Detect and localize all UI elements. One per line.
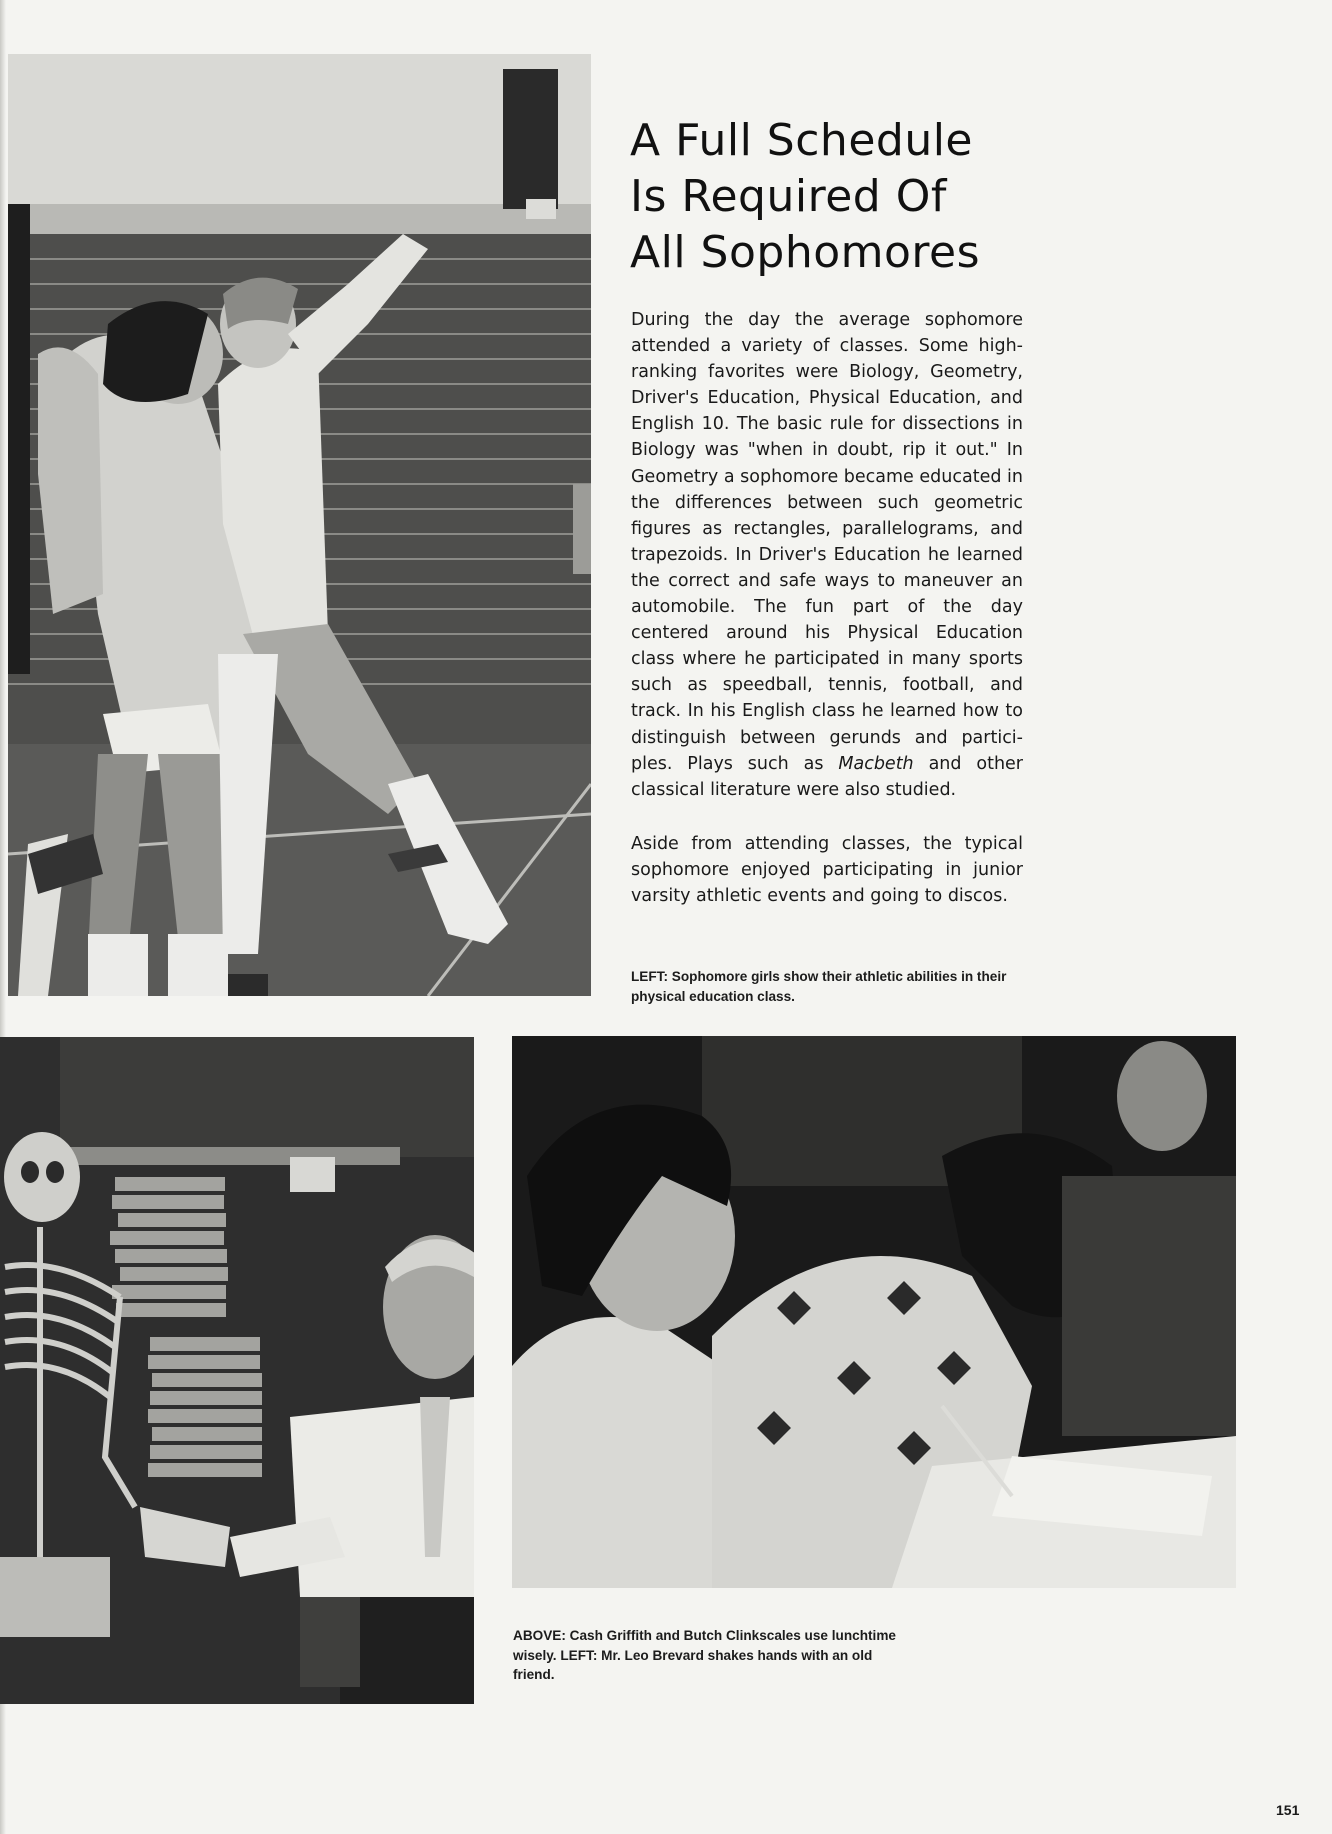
photo-sophomore-girls-gym xyxy=(8,54,591,996)
headline-line: A Full Schedule xyxy=(630,115,973,166)
page-number: 151 xyxy=(1276,1802,1300,1818)
body-text-run: and other classical literature were also studied. xyxy=(631,753,1023,800)
play-title-macbeth: Macbeth xyxy=(838,753,914,774)
article-headline xyxy=(630,113,1050,281)
headline-line: Is Required Of xyxy=(630,171,947,222)
body-text-run: During the day the average sophomore attended a variety of classes. Some high-ranking favorites were Biology, Geometry, Driver's Education, Physical Education, and English 10. The basic rule for dissections in Biology was "when in doubt, rip it out." In Geometry a sophomore became educated in the differences between such geometric figures as rectangles, parallelograms, and trapezoids. In Driver's Education he learned the correct and safe ways to maneuver an automobile. The fun part of the day centered around his Physical Education class where he participated in many sports such as speedball, tennis, football, and track. In his English class he learned how to distinguish between gerunds and partici-ples. Plays such as xyxy=(631,310,1023,774)
caption-sophomore-girls: LEFT: Sophomore girls show their athletic abilities in their physical education class. xyxy=(631,969,1007,1004)
article-body xyxy=(631,307,1023,937)
caption-lunchtime-and-teacher: ABOVE: Cash Griffith and Butch Clinkscales use lunchtime wisely. LEFT: Mr. Leo Brevard shakes hands with an old friend. xyxy=(513,1628,896,1682)
body-paragraph-2: Aside from attending classes, the typical sophomore enjoyed participating in junior varsity athletic events and going to discos. xyxy=(631,833,1023,906)
body-paragraph-1 xyxy=(631,307,1023,803)
headline-line: All Sophomores xyxy=(630,227,981,278)
photo-teacher-skeleton xyxy=(0,1037,474,1704)
photo-students-lunchtime xyxy=(512,1036,1236,1588)
